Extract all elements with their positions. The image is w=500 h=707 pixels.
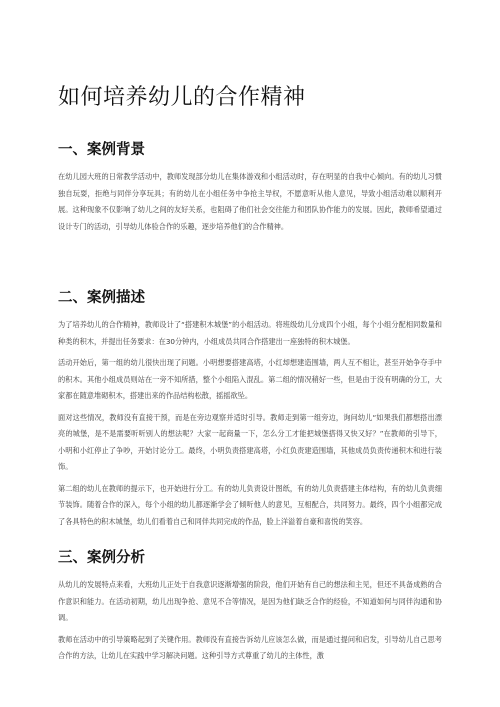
document-title: 如何培养幼儿的合作精神 <box>58 85 306 110</box>
paragraph: 面对这些情况，教师没有直接干预，而是在旁边观察并适时引导。教师走到第一组旁边，询问幼儿“如果我们都想搭出漂亮的城堡，是不是需要听听别人的想法呢？大家一起商量一下，怎么分工才能把城堡搭得又快又好？”在教师的引导下，小明和小红停止了争吵，开始讨论分工。最终，小明负责搭建高塔，小红负责建造围墙，其他成员负责传递积木和进行装饰。 <box>58 412 442 471</box>
paragraph: 从幼儿的发展特点来看，大班幼儿正处于自我意识逐渐增强的阶段，他们开始有自己的想法和主见，但还不具备成熟的合作意识和能力。在活动初期，幼儿出现争抢、意见不合等情况，是因为他们缺乏合作的经验，不知道如何与同伴沟通和协调。 <box>58 580 442 622</box>
section-heading: 二、案例描述 <box>58 290 145 306</box>
paragraph: 为了培养幼儿的合作精神，教师设计了“搭建积木城堡”的小组活动。将班级幼儿分成四个小组，每个小组分配相同数量和种类的积木，并提出任务要求：在30分钟内，小组成员共同合作搭建出一座独特的积木城堡。 <box>58 320 442 346</box>
section-background <box>58 138 442 240</box>
paragraph: 活动开始后，第一组的幼儿很快出现了问题。小明想要搭建高塔，小红却想建造围墙，两人互不相让，甚至开始争夺手中的积木。其他小组成员则站在一旁不知所措，整个小组陷入混乱。第二组的情况稍好一些，但是由于没有明确的分工，大家都在随意堆砌积木，搭建出来的作品结构松散，摇摇欲坠。 <box>58 358 442 400</box>
paragraph: 教师在活动中的引导策略起到了关键作用。教师没有直接告诉幼儿应该怎么做，而是通过提问和启发，引导幼儿自己思考合作的方法，让幼儿在实践中学习解决问题。这种引导方式尊重了幼儿的主体性，激 <box>58 634 442 660</box>
paragraph: 第二组的幼儿在教师的提示下，也开始进行分工。有的幼儿负责设计图纸，有的幼儿负责搭建主体结构，有的幼儿负责细节装饰。随着合作的深入，每个小组的幼儿都逐渐学会了倾听他人的意见，互相配合，共同努力。最终，四个小组都完成了各具特色的积木城堡，幼儿们看着自己和同伴共同完成的作品，脸上洋溢着自豪和喜悦的笑容。 <box>58 483 442 526</box>
section-analysis <box>58 546 442 670</box>
paragraph: 在幼儿园大班的日常教学活动中，教师发现部分幼儿在集体游戏和小组活动时，存在明显的自我中心倾向。有的幼儿习惯独自玩耍，拒绝与同伴分享玩具；有的幼儿在小组任务中争抢主导权，不愿意听从他人意见，导致小组活动难以顺利开展。这种现象不仅影响了幼儿之间的友好关系，也阻碍了他们社会交往能力和团队协作能力的发展。因此，教师希望通过设计专门的活动，引导幼儿体验合作的乐趣，逐步培养他们的合作精神。 <box>58 172 442 231</box>
section-description <box>58 286 442 535</box>
section-heading: 三、案例分析 <box>58 550 145 566</box>
section-heading: 一、案例背景 <box>58 142 145 158</box>
